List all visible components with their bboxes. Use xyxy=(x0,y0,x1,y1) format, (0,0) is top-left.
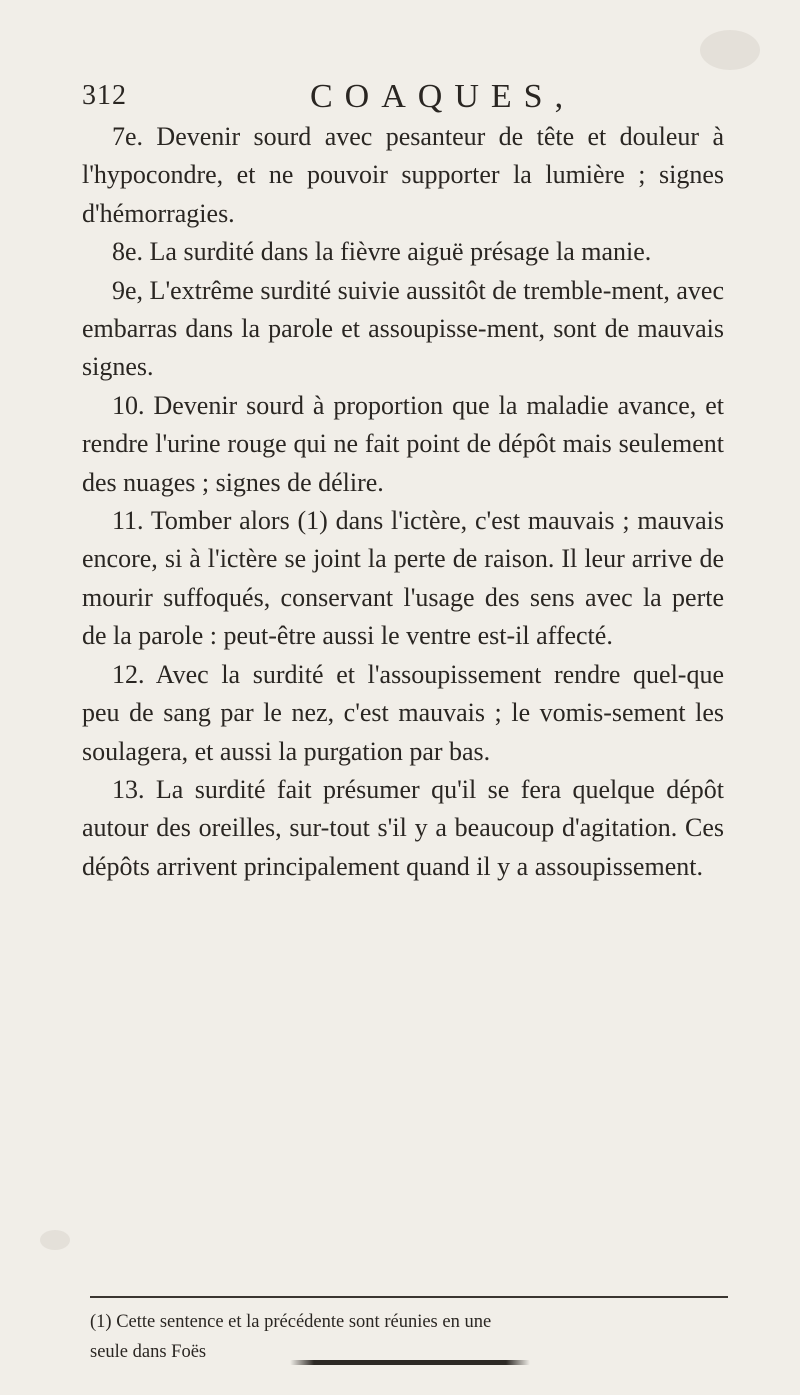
paragraph: 12. Avec la surdité et l'assoupissement rendre quel-que peu de sang par le nez, c'est mauvais ; le vomis-sement les soulagera, et aussi la purgation par bas. xyxy=(82,659,724,766)
body-text xyxy=(82,118,724,886)
paragraph: 10. Devenir sourd à proportion que la maladie avance, et rendre l'urine rouge qui ne fait point de dépôt mais seulement des nuages ; signes de délire. xyxy=(82,390,724,497)
footnote-line: seule dans Foës xyxy=(90,1342,207,1362)
paragraph: 8e. La surdité dans la fièvre aiguë présage la manie. xyxy=(112,237,652,267)
page-number: 312 xyxy=(82,80,127,111)
paper-stain xyxy=(700,30,760,70)
paragraph: 9e, L'extrême surdité suivie aussitôt de tremble-ment, avec embarras dans la parole et assoupisse-ment, sont de mauvais signes. xyxy=(82,275,724,382)
footnote-divider xyxy=(90,1296,728,1298)
paragraph: 7e. Devenir sourd avec pesanteur de tête et douleur à l'hypocondre, et ne pouvoir supporter la lumière ; signes d'hémorragies. xyxy=(82,122,724,228)
paragraph: 13. La surdité fait présumer qu'il se fera quelque dépôt autour des oreilles, sur-tout s'il y a beaucoup d'agitation. Ces dépôts arrivent principalement quand il y a assoupissement. xyxy=(82,774,724,881)
tailpiece-ornament xyxy=(290,1360,530,1365)
footnote-line: (1) Cette sentence et la précédente sont réunies en une xyxy=(90,1312,492,1332)
paper-stain xyxy=(40,1230,70,1250)
page-header xyxy=(82,78,722,118)
paragraph: 11. Tomber alors (1) dans l'ictère, c'est mauvais ; mauvais encore, si à l'ictère se joint la perte de raison. Il leur arrive de mourir suffoqués, conservant l'usage des sens avec la perte de la parole : peut-être aussi le ventre est-il affecté. xyxy=(82,506,724,651)
footnote xyxy=(90,1307,610,1367)
running-title: COAQUES, xyxy=(310,78,576,115)
